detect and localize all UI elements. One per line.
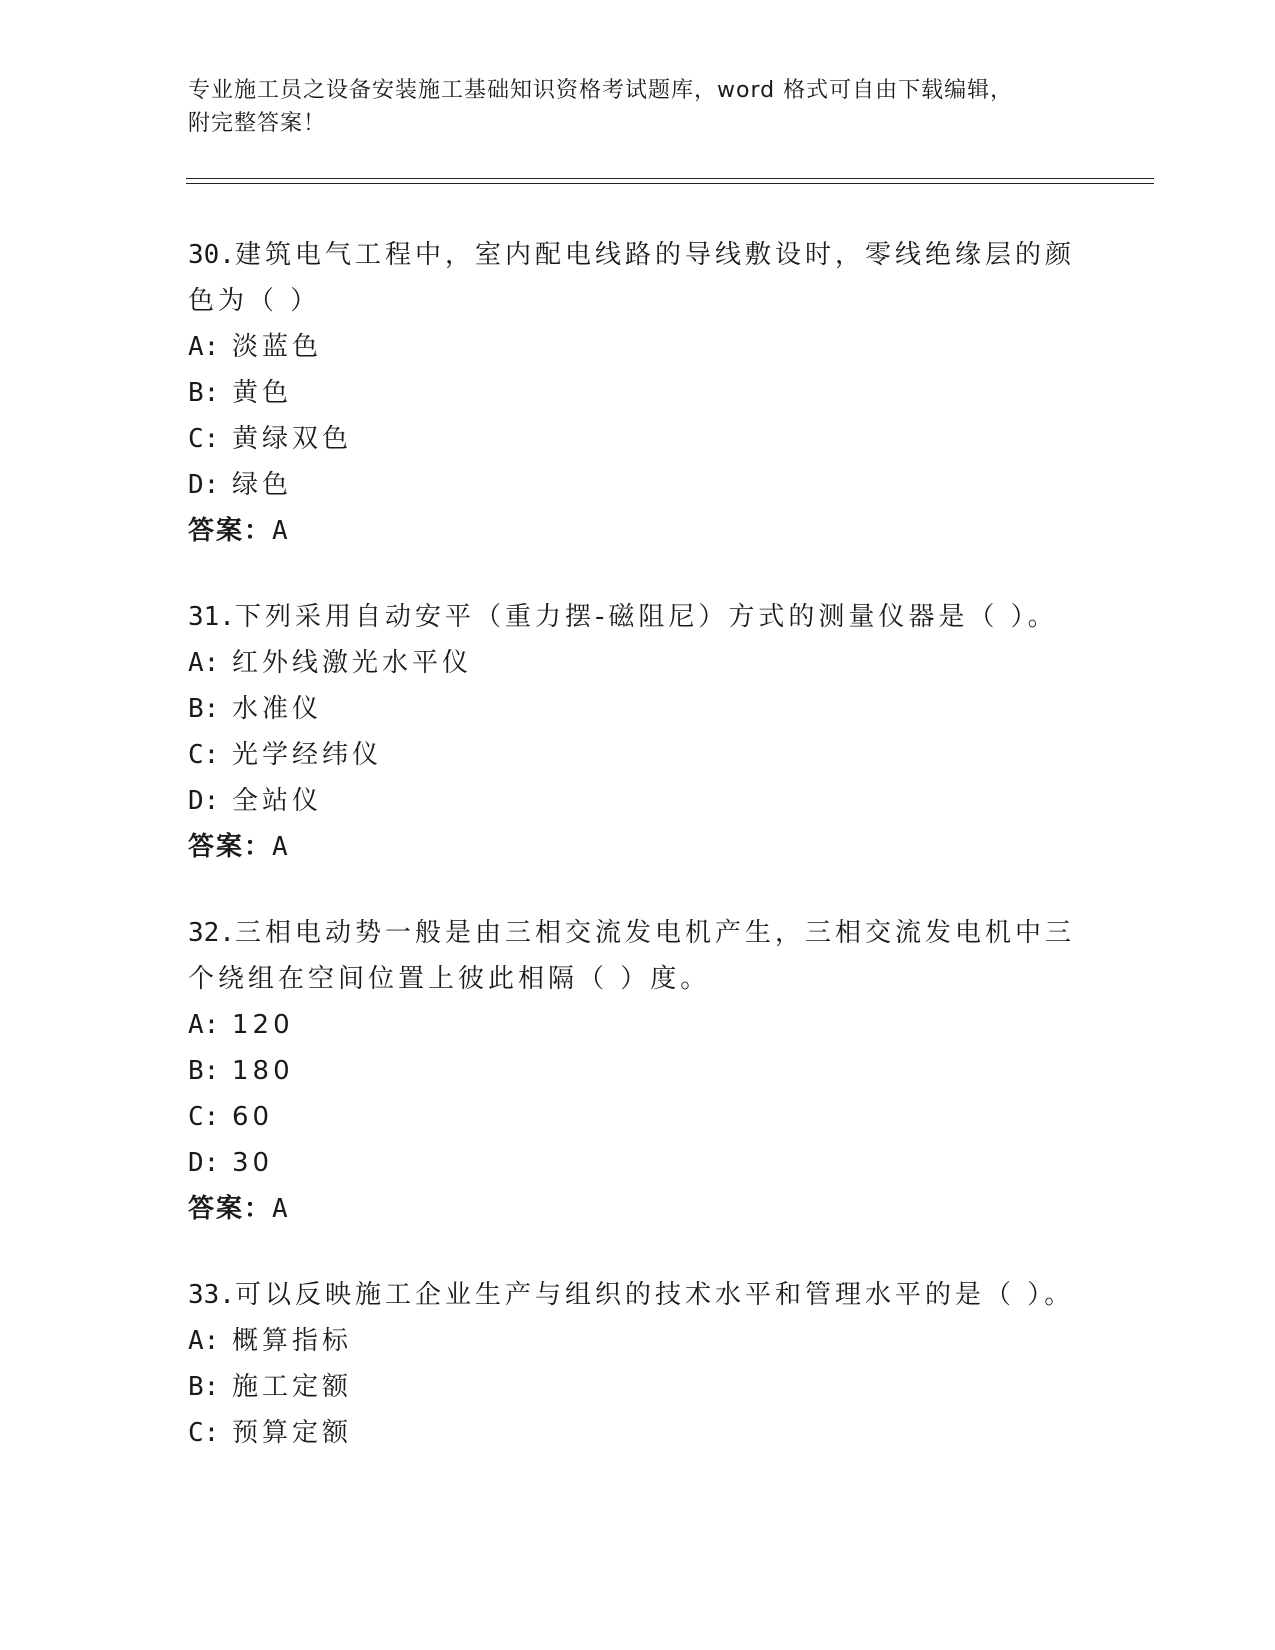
option-text: 全站仪 xyxy=(232,786,323,816)
option-text: 180 xyxy=(232,1056,294,1086)
option-text: 水准仪 xyxy=(232,694,323,724)
question-number: 33. xyxy=(188,1280,235,1310)
question-stem xyxy=(188,232,1088,324)
option-key: B: xyxy=(188,1372,220,1402)
option-b xyxy=(188,1364,1088,1410)
answer-line xyxy=(188,508,1088,554)
option-key: A: xyxy=(188,332,220,362)
header-divider-top xyxy=(186,178,1154,179)
option-a xyxy=(188,1002,1088,1048)
question-item xyxy=(188,910,1088,1232)
question-text: 三相电动势一般是由三相交流发电机产生，三相交流发电机中三个绕组在空间位置上彼此相隔（ ）度。 xyxy=(188,918,1075,994)
option-b xyxy=(188,370,1088,416)
option-c xyxy=(188,1094,1088,1140)
option-key: D: xyxy=(188,470,220,500)
question-number: 30. xyxy=(188,240,235,270)
option-b xyxy=(188,1048,1088,1094)
option-text: 绿色 xyxy=(232,470,293,500)
question-text: 下列采用自动安平（重力摆-磁阻尼）方式的测量仪器是（ ）。 xyxy=(234,602,1058,632)
option-key: B: xyxy=(188,694,220,724)
answer-value: A xyxy=(272,832,290,862)
question-number: 32. xyxy=(188,918,235,948)
option-text: 黄色 xyxy=(232,378,293,408)
option-key: D: xyxy=(188,786,220,816)
option-text: 光学经纬仪 xyxy=(232,740,383,770)
option-key: A: xyxy=(188,1010,220,1040)
option-c xyxy=(188,732,1088,778)
answer-label: 答案： xyxy=(188,1194,273,1224)
option-key: C: xyxy=(188,424,220,454)
document-header xyxy=(188,74,1088,140)
option-text: 120 xyxy=(232,1010,294,1040)
option-a xyxy=(188,324,1088,370)
option-text: 概算指标 xyxy=(232,1326,353,1356)
option-key: C: xyxy=(188,740,220,770)
answer-value: A xyxy=(272,1194,290,1224)
answer-value: A xyxy=(272,516,290,546)
option-text: 60 xyxy=(232,1102,274,1132)
header-divider-bottom xyxy=(186,183,1154,184)
answer-label: 答案： xyxy=(188,516,273,546)
option-text: 淡蓝色 xyxy=(232,332,323,362)
answer-line xyxy=(188,1186,1088,1232)
option-d xyxy=(188,778,1088,824)
answer-line xyxy=(188,824,1088,870)
option-key: A: xyxy=(188,648,220,678)
question-number: 31. xyxy=(188,602,235,632)
option-text: 施工定额 xyxy=(232,1372,353,1402)
question-stem xyxy=(188,910,1088,1002)
header-line-2: 附完整答案！ xyxy=(188,111,327,136)
option-key: D: xyxy=(188,1148,220,1178)
question-stem xyxy=(188,594,1088,640)
option-key: C: xyxy=(188,1102,220,1132)
option-text: 黄绿双色 xyxy=(232,424,353,454)
option-key: B: xyxy=(188,378,220,408)
header-line-1: 专业施工员之设备安装施工基础知识资格考试题库，word 格式可自由下载编辑， xyxy=(188,78,1014,103)
option-d xyxy=(188,462,1088,508)
option-a xyxy=(188,640,1088,686)
option-key: A: xyxy=(188,1326,220,1356)
option-c xyxy=(188,416,1088,462)
option-text: 预算定额 xyxy=(232,1418,353,1448)
option-c xyxy=(188,1410,1088,1456)
question-item xyxy=(188,594,1088,870)
option-key: C: xyxy=(188,1418,220,1448)
option-text: 红外线激光水平仪 xyxy=(232,648,473,678)
question-item xyxy=(188,1272,1088,1456)
question-item xyxy=(188,232,1088,554)
question-stem xyxy=(188,1272,1088,1318)
answer-label: 答案： xyxy=(188,832,273,862)
option-key: B: xyxy=(188,1056,220,1086)
option-d xyxy=(188,1140,1088,1186)
option-b xyxy=(188,686,1088,732)
question-list xyxy=(188,232,1088,1496)
option-a xyxy=(188,1318,1088,1364)
question-text: 可以反映施工企业生产与组织的技术水平和管理水平的是（ ）。 xyxy=(234,1280,1075,1310)
question-text: 建筑电气工程中，室内配电线路的导线敷设时，零线绝缘层的颜色为（ ） xyxy=(188,240,1075,316)
option-text: 30 xyxy=(232,1148,274,1178)
